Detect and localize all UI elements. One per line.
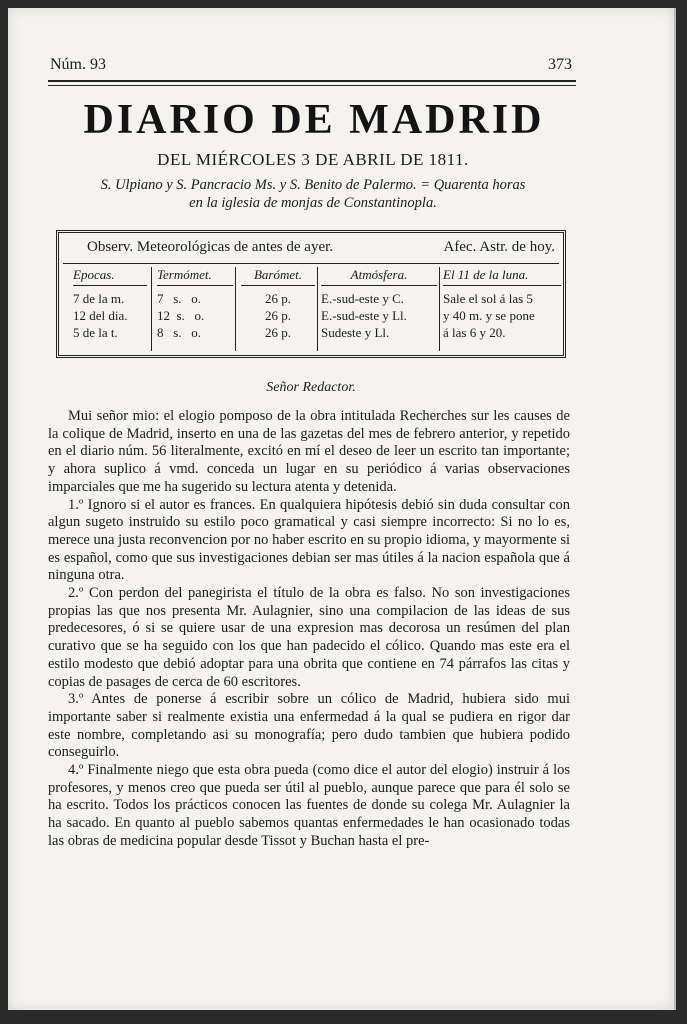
table-cell: á las 6 y 20. bbox=[443, 325, 506, 340]
page-number: 373 bbox=[548, 56, 572, 73]
table-cell: 26 p. bbox=[265, 308, 291, 323]
header-rule-thin bbox=[48, 85, 576, 86]
table-cell: 7 de la m. bbox=[73, 291, 125, 306]
newspaper-page bbox=[8, 8, 676, 1010]
dateline: DEL MIÉRCOLES 3 DE ABRIL DE 1811. bbox=[157, 150, 469, 169]
issue-header bbox=[50, 56, 572, 74]
column-divider bbox=[151, 267, 152, 351]
table-cell: 26 p. bbox=[265, 291, 291, 306]
column-head: Barómet. bbox=[241, 267, 315, 286]
column-divider bbox=[235, 267, 236, 351]
letter-body bbox=[48, 408, 570, 851]
table-cell: 12 s. o. bbox=[157, 308, 205, 323]
saints-of-day bbox=[56, 176, 570, 212]
paragraph: 2.º Con perdon del panegirista el título de la obra es falso. No son investigaciones propias las que nos presenta Mr. Aulagnier, sino una compilacion de las ideas de sus predecesores, ó si se quiere usar de una expresion mas decorosa un resúmen del plan curativo que se ha seguido con los que han padecido el cólico. Quando mas este era el estilo modesto que debió adoptar para una obrita que contiene en 74 párrafos las citas y copias de pasages de cerca de 60 escritores. bbox=[48, 585, 570, 690]
table-cell: y 40 m. y se pone bbox=[443, 308, 535, 323]
column-luna bbox=[443, 267, 561, 341]
astronomy-title: Afec. Astr. de hoy. bbox=[443, 239, 555, 255]
column-epocas bbox=[73, 267, 147, 341]
column-divider bbox=[439, 267, 440, 351]
column-head: El 11 de la luna. bbox=[443, 267, 561, 286]
column-head: Atmósfera. bbox=[321, 267, 437, 286]
newspaper-title: DIARIO DE MADRID bbox=[83, 97, 545, 143]
saints-line-2: en la iglesia de monjas de Constantinopla. bbox=[189, 195, 437, 211]
table-cell: E.-sud-este y Ll. bbox=[321, 308, 407, 323]
weather-observations-table bbox=[56, 230, 566, 358]
table-cell: 26 p. bbox=[265, 325, 291, 340]
table-cell: 7 s. o. bbox=[157, 291, 202, 306]
observations-title: Observ. Meteorológicas de antes de ayer. bbox=[87, 239, 334, 255]
column-termometro bbox=[157, 267, 233, 341]
table-cell: Sale el sol á las 5 bbox=[443, 291, 533, 306]
column-atmosfera bbox=[321, 267, 437, 341]
column-barometro bbox=[241, 267, 315, 341]
paragraph: Mui señor mio: el elogio pomposo de la obra intitulada Recherches sur les causes de la colique de Madrid, inserto en una de las gazetas del mes de febrero anterior, y repetido en el diario núm. 56 literalmente, excitó en mí el deseo de leer un escrito tan importante; y ahora suplico á vmd. conceda un lugar en su periódico á varias observaciones imparciales que me ha sugerido su lectura atenta y detenida. bbox=[48, 408, 570, 495]
paragraph: 3.º Antes de ponerse á escribir sobre un cólico de Madrid, hubiera sido mui importante saber si realmente existia una enfermedad á la qual se pudiera en rigor dar este nombre, completando asi su monografía; pero dudo tambien que hubiera podido conseguirlo. bbox=[48, 691, 570, 761]
column-head: Termómet. bbox=[157, 267, 233, 286]
letter-heading: Señor Redactor. bbox=[266, 380, 356, 395]
table-cell: 12 del dia. bbox=[73, 308, 128, 323]
saints-line-1: S. Ulpiano y S. Pancracio Ms. y S. Benito de Palermo. = Quarenta horas bbox=[100, 177, 526, 193]
header-rule bbox=[48, 80, 576, 82]
paragraph: 1.º Ignoro si el autor es frances. En qualquiera hipótesis debió sin duda consultar con algun sugeto instruido su estilo poco gramatical y casi siempre incorrecto: Si no lo es, merece una justa reconvencion por no haber escrito en su propio idioma, y mayormente si es español, como que sus investigaciones debian ser mas útiles á la nacion española que á ninguna otra. bbox=[48, 496, 570, 584]
observations-header bbox=[59, 239, 563, 256]
table-cell: 5 de la t. bbox=[73, 325, 118, 340]
paragraph: 4.º Finalmente niego que esta obra pueda (como dice el autor del elogio) instruir á los profesores, y menos creo que pueda ser útil al pueblo, aunque parece que para él solo se ha escrito. Todos los prácticos conocen las fuentes de donde su colega Mr. Aulagnier la ha sacado. En quanto al pueblo sabemos quantas enfermedades le han ocasionado todas las obras de medicina popular desde Tissot y Buchan hasta el pre- bbox=[48, 762, 570, 849]
table-cell: 8 s. o. bbox=[157, 325, 202, 340]
observations-rule bbox=[63, 263, 559, 264]
issue-number: Núm. 93 bbox=[50, 56, 106, 73]
table-cell: E.-sud-este y C. bbox=[321, 291, 405, 306]
table-cell: Sudeste y Ll. bbox=[321, 325, 390, 340]
column-divider bbox=[317, 267, 318, 351]
column-head: Epocas. bbox=[73, 267, 147, 286]
